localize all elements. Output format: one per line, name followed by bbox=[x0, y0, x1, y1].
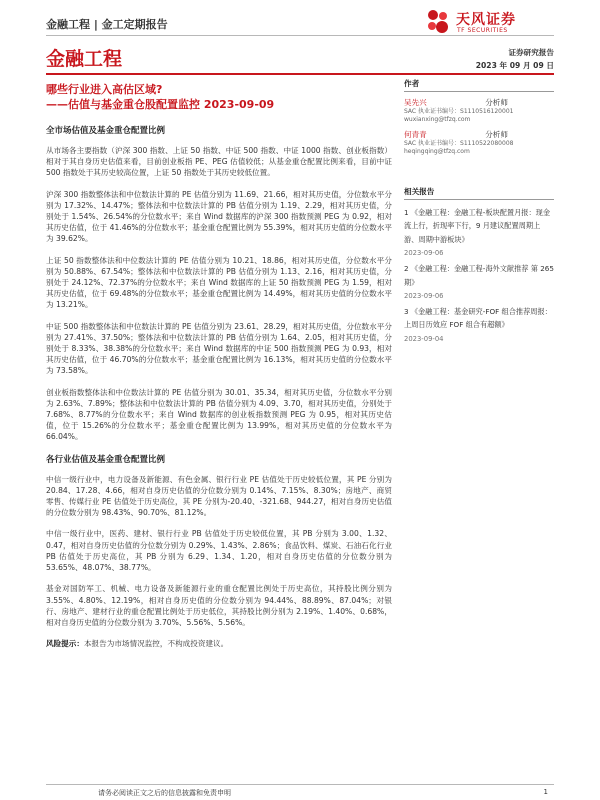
doc-title: 金融工程 bbox=[46, 48, 123, 70]
author-card bbox=[404, 130, 554, 156]
author-name: 何青青 bbox=[404, 130, 427, 139]
paragraph-sz50: 上证 50 指数整体法和中位数法计算的 PE 估值分别为 10.21、18.86，相对其历史值，分位数水平分别为 50.88%、67.54%；整体法和中位数法计算的 PB 估值分别为 1.13、2.16，相对其历史值，分别处于 24.12%、72.37%的分位数水平；来自 Wind 数据库的上证 50 指数预测 PEG 为 1.59，相对其历史估值，位于 69.48%的分位数水平；基金重仓配置比例为 14.49%，相对其历史值的分位数水平为 13.21%。 bbox=[46, 255, 392, 310]
logo-brand-cn: 天风证券 bbox=[456, 12, 516, 28]
headline-line1: 哪些行业进入高估区域? bbox=[46, 83, 163, 96]
headline-line2: ——估值与基金重仓股配置监控 2023-09-09 bbox=[46, 98, 275, 111]
related-report-link[interactable]: 2 《金融工程：金融工程-海外文献推荐 第 265 期》 bbox=[404, 264, 554, 287]
footer-disclaimer: 请务必阅读正文之后的信息披露和免责申明 bbox=[98, 789, 231, 797]
risk-label: 风险提示： bbox=[46, 639, 84, 649]
sidebar bbox=[404, 46, 554, 348]
author-sac: SAC 执业证书编号：S1110522080008 bbox=[404, 140, 514, 147]
paragraph-zz500: 中证 500 指数整体法和中位数法计算的 PE 估值分别为 23.61、28.29，相对其历史值，分位数水平分别为 27.41%、37.50%；整体法和中位数法计算的 PB 估值分别为 1.64、2.05，相对其历史值，分别处于 8.33%、38.38%的分位数水平；来自 Wind 数据库的中证 500 指数预测 PEG 为 0.93，相对其历史估值，位于 46.70%的分位数水平；基金重仓配置比例为 16.13%，相对其历史值的分位数水平为 73.58%。 bbox=[46, 321, 392, 376]
page-header bbox=[46, 14, 554, 36]
header-title: 金融工程 | 金工定期报告 bbox=[46, 18, 168, 31]
risk-warning bbox=[46, 638, 392, 649]
logo-brand-en: TF SECURITIES bbox=[457, 27, 508, 34]
related-report-link[interactable]: 3 《金融工程：基金研究-FOF 组合推荐周报：上周日历效应 FOF 组合有超额》 bbox=[404, 307, 552, 330]
paragraph-industry-pb: 中信一级行业中，医药、建材、银行行业 PB 估值处于历史较低位置，其 PB 分别为 3.00、1.32、0.47，相对自身历史估值的分位数分别为 0.29%、1.43%、2.86%；食品饮料、煤炭、石油石化行业 PB 估值处于历史高位，其 PB 分别为 6.29、1.34、1.20，相对自身历史估值的分位数分别为 53.65%、48.07%、38.77%。 bbox=[46, 529, 392, 573]
paragraph-fund-allocation: 基金对国防军工、机械、电力设备及新能源行业的重仓配置比例处于历史高位，其持股比例分别为 3.55%、4.80%、12.19%，相对自身历史值的分位数分别为 94.44%、88.89%、87.04%；对银行、房地产、建材行业的重仓配置比例处于历史低位，其持股比例分别为 2.19%、1.40%、0.68%，相对自身历史值的分位数分别为 3.70%、5.56%、5.56%。 bbox=[46, 584, 392, 627]
author-role: 分析师 bbox=[485, 130, 508, 139]
author-email[interactable]: wuxianxing@tfzq.com bbox=[404, 116, 471, 123]
footer-divider bbox=[46, 784, 554, 785]
author-role: 分析师 bbox=[485, 98, 508, 107]
authors-heading: 作者 bbox=[404, 78, 554, 92]
tf-securities-logo bbox=[424, 8, 554, 38]
main-column bbox=[46, 82, 392, 649]
related-report-date: 2023-09-06 bbox=[404, 249, 444, 258]
section-heading-industry: 各行业估值及基金重仓配置比例 bbox=[46, 454, 166, 465]
paragraph-industry-pe: 中信一级行业中，电力设备及新能源、有色金属、银行行业 PE 估值处于历史较低位置，其 PE 分别为 20.84、17.28、4.66，相对自身历史估值的分位数分别为 0.14%、7.15%、8.30%；房地产、商贸零售、传媒行业 PE 估值处于历史高位，其 PE 分别为-20.40、-321.68、944.27，相对自身历史估值的分位数分别为 98.43%、90.70%、81.12%。 bbox=[46, 474, 392, 518]
section-heading-market: 全市场估值及基金重仓配置比例 bbox=[46, 126, 166, 136]
author-card bbox=[404, 98, 554, 124]
logo-mark-icon bbox=[424, 8, 452, 36]
related-report-date: 2023-09-06 bbox=[404, 292, 444, 301]
author-email[interactable]: heqingqing@tfzq.com bbox=[404, 148, 470, 155]
author-name: 吴先兴 bbox=[404, 98, 427, 107]
related-report-date: 2023-09-04 bbox=[404, 334, 444, 343]
author-sac: SAC 执业证书编号：S1110516120001 bbox=[404, 108, 514, 115]
report-date: 2023 年 09 月 09 日 bbox=[475, 61, 554, 70]
paragraph-hs300: 沪深 300 指数整体法和中位数法计算的 PE 估值分别为 11.69、21.66，相对其历史值，分位数水平分别为 17.32%、14.47%；整体法和中位数法计算的 PB 估值分别为 1.19、2.29，相对其历史值，分别处于 1.54%、26.54%的分位数水平；来自 Wind 数据库的沪深 300 指数预测 PEG 为 0.92，相对其历史估值，位于 41.46%的分位数水平；基金重仓配置比例为 55.39%，相对其历史值的分位数水平为 39.62%。 bbox=[46, 189, 392, 244]
page-number: 1 bbox=[543, 788, 548, 796]
related-reports-heading: 相关报告 bbox=[404, 186, 554, 200]
paragraph-chinext: 创业板指数整体法和中位数法计算的 PE 估值分别为 30.01、35.34，相对其历史值，分位数水平分别为 2.63%、7.89%；整体法和中位数法计算的 PB 估值分别为 4.09、3.70，相对其历史值，分别处于 7.68%、8.77%的分位数水平；来自 Wind 数据库的创业板指数预测 PEG 为 0.95，相对其历史估值，位于 15.26%的分位数水平；基金重仓配置比例为 13.99%，相对其历史值的分位数水平为 66.04%。 bbox=[46, 387, 392, 442]
related-report-link[interactable]: 1 《金融工程：金融工程-板块配置月报：现金流上行，折现率下行，9 月建议配置周期上游、周期中游板块》 bbox=[404, 208, 551, 244]
report-type: 证券研究报告 bbox=[508, 48, 554, 57]
paragraph-market-summary: 从市场各主要指数（沪深 300 指数、上证 50 指数、中证 500 指数、中证 1000 指数、创业板指数）相对于其自身历史估值来看，目前创业板指 PE、PEG 估值较低；从基金重仓配置比例来看，目前中证 500 指数处于其历史较高位置，上证 50 指数处于其历史较低位置。 bbox=[46, 146, 392, 178]
risk-text: 本报告为市场情况监控，不构成投资建议。 bbox=[83, 639, 229, 649]
